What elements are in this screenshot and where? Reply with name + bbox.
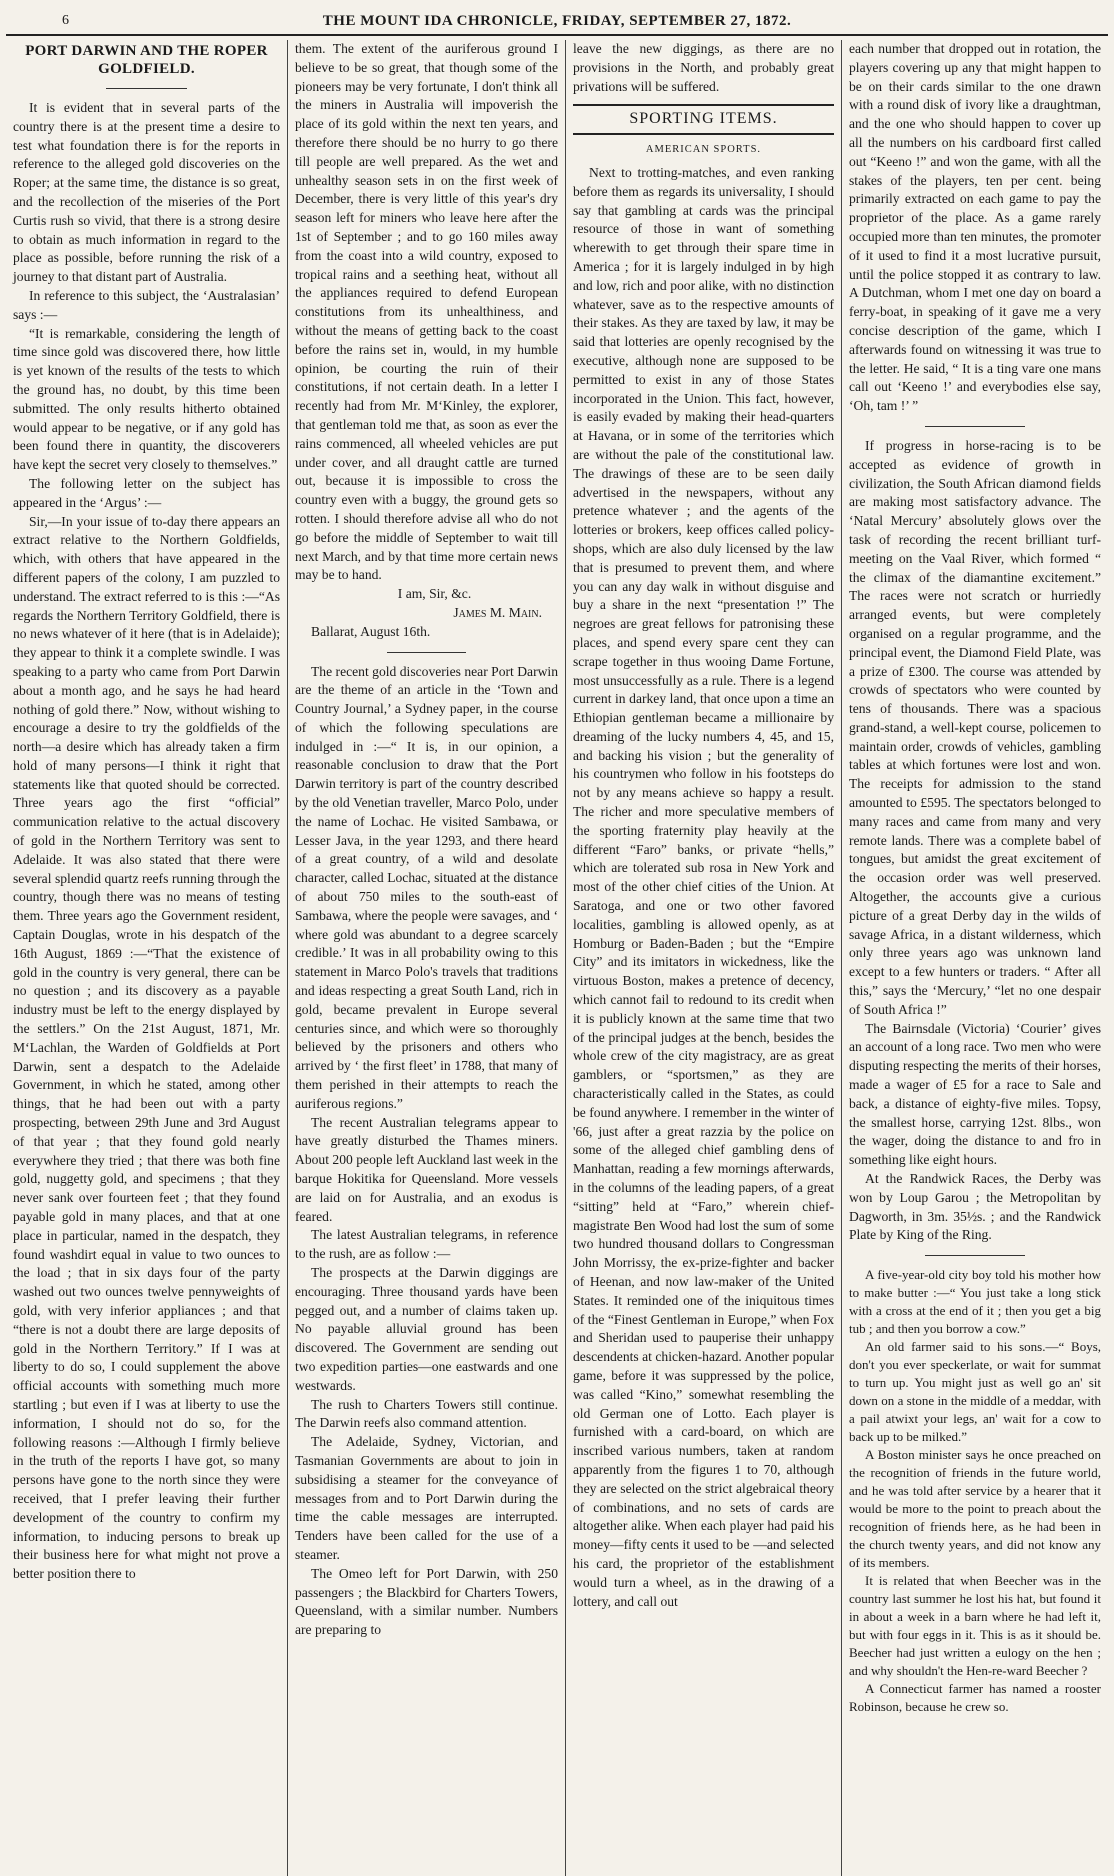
paragraph: “It is remarkable, considering the length of time since gold was discovered there, how little is yet known of the results of the tests to which the ground has, no doubt, by this time been submitted. The only results hitherto obtained would appear to be negative, or if any gold has been found there in quantity, the discoverers have kept the secret very closely to themselves.” — [13, 325, 280, 473]
newspaper-title: THE MOUNT IDA CHRONICLE, FRIDAY, SEPTEMBER 27, 1872. — [322, 13, 792, 29]
paragraph: The rush to Charters Towers still continue. The Darwin reefs also command attention. — [295, 1396, 558, 1431]
paragraph: them. The extent of the auriferous ground I believe to be so great, that though some of the pioneers may be very fortunate, I don't think all the miners in Australia will impoverish the place of its gold within the next ten years, and therefore there should be no hurry to go there till people are well prepared. As the wet and unhealthy season sets in on the first week of December, there is very little of this year's dry season left for miners who leave here after the 1st of September ; and to go 160 miles away from the coast into a wild country, exposed to tropical rains and a seething heat, without all the appliances required to defend European constitutions from its unhealthiness, and without the means of getting back to the coast before the rains set in, would, in my humble opinion, be courting the ruin of their constitutions, if not certain death. In a letter I recently had from Mr. M‘Kinley, the explorer, that gentleman told me that, as soon as ever the rains commenced, all wheeled vehicles are put under cover, and all draught cattle are turned out, because it is impossible to cross the country even with a buggy, the ground gets so rotten. I should therefore advise all who do not go before the middle of September to wait till next March, and by that time more certain news may be to hand. — [295, 41, 558, 583]
paragraph: The Bairnsdale (Victoria) ‘Courier’ gives an account of a long race. Two men who were disputing respecting the merits of their horses, made a wager of £5 for a race to Sale and back, a distance of eighty-five miles. Topsy, the smallest horse, carrying 12st. 8lbs., won the wager, doing the distance to and fro in something like eight hours. — [849, 1020, 1101, 1168]
sub-heading: AMERICAN SPORTS. — [645, 144, 762, 156]
letter-signature: James M. Main. — [453, 604, 542, 620]
paragraph: It is evident that in several parts of the country there is at the present time a desire to test what foundation there is for the reports in reference to the alleged gold discoveries on the Roper; at the same time, the distance is so great, and the recollection of the miseries of the Port Curtis rush so vivid, that there is a strong desire to obtain as much information in regard to the place as possible, before running the risk of a journey to that distant part of Australia. — [13, 100, 280, 285]
paragraph: leave the new diggings, as there are no provisions in the North, and probably great privations will be suffered. — [573, 41, 834, 94]
paragraph: each number that dropped out in rotation, the players covering up any that might happen to be on their cards similar to the one drawn with a round disk of ivory like a draughtman, and the one who should happen to cover up all the numbers on his cardboard first called out “Keeno !” and won the game, with all the stakes of the players, ten per cent. being primarily extracted on each game to pay the proprietor of the place. As a game rarely occupied more than ten minutes, the promoter of it used to find it a most lucrative pursuit, until the police stopped it as contrary to law. A Dutchman, whom I met one day on board a ferry-boat, in speaking of it gave me a very concise description of the game, which I afterwards found on witnessing it was true to the letter. He said, “ It is a ting vare one mans call out ‘Keeno !’ and everybodies else say, ‘Oh, tam !’ ” — [849, 41, 1101, 414]
divider — [925, 426, 1026, 427]
column-4 — [842, 40, 1108, 1876]
paragraph: The recent Australian telegrams appear to have greatly disturbed the Thames miners. About 200 people left Auckland last week in the barque Hokitika for Queensland. More vessels are laid on for Australia, and an exodus is feared. — [295, 1114, 558, 1224]
letter-place-date: Ballarat, August 16th. — [311, 623, 431, 639]
columns — [6, 40, 1108, 1876]
paragraph: A Connecticut farmer has named a rooster Robinson, because he crew so. — [849, 1681, 1101, 1715]
column-3 — [566, 40, 842, 1876]
paragraph: The Adelaide, Sydney, Victorian, and Tasmanian Governments are about to join in subsidising a steamer for the conveyance of messages from and to Port Darwin during the time the cable messages are interrupted. Tenders have been called for the use of a steamer. — [295, 1434, 558, 1562]
paragraph: A Boston minister says he once preached on the recognition of friends in the future world, and he was told after service by a hearer that it would be more to the point to preach about the recognition of friends here, as he had been in the church twenty years, and did not know any of its members. — [849, 1447, 1101, 1571]
paragraph: The following letter on the subject has appeared in the ‘Argus’ :— — [13, 475, 280, 510]
letter-closing: I am, Sir, &c. — [397, 586, 472, 602]
paragraph: In reference to this subject, the ‘Australasian’ says :— — [13, 287, 280, 322]
divider — [925, 1255, 1026, 1256]
paragraph: The latest Australian telegrams, in reference to the rush, are as follow :— — [295, 1227, 558, 1262]
paragraph: At the Randwick Races, the Derby was won by Loup Garou ; the Metropolitan by Dagworth, in 3m. 35½s. ; and the Randwick Plate by King of the Ring. — [849, 1171, 1101, 1243]
divider — [387, 652, 466, 653]
column-2 — [288, 40, 566, 1876]
paragraph: The recent gold discoveries near Port Darwin are the theme of an article in the ‘Town and Country Journal,’ a Sydney paper, in the course of which the following speculations are indulged in :—“ It is, in our opinion, a reasonable conclusion to draw that the Port Darwin territory is part of the country described by the old Venetian traveller, Marco Polo, under the name of Lochac. He visited Sambawa, or Lesser Java, in the year 1293, and there heard of a great country, of a wild and desolate character, called Lochac, situated at the distance of about 750 miles to the south-east of Sambawa, where the people were savages, and ‘ where gold was abundant to a degree scarcely credible.’ It was in all probability owing to this statement in Marco Polo's travels that traditions and ideas respecting a great South Land, rich in gold, became prevalent in Europe several centuries since, and which were so thoroughly believed by the prisoners and others who arrived by ‘ the first fleet’ in 1788, that many of them perished in their attempts to reach the auriferous regions.” — [295, 663, 558, 1111]
paragraph: The prospects at the Darwin diggings are encouraging. Three thousand yards have been pegged out, and a number of claims taken up. No payable alluvial ground has been discovered. The Government are sending out two expedition parties—one eastwards and one westwards. — [295, 1265, 558, 1393]
paragraph: It is related that when Beecher was in the country last summer he lost his hat, but found it in about a week in a barn where he had left it, but with four eggs in it. This is as it should be. Beecher had just written a eulogy on the hen ; and why shouldn't the Hen-re-ward Beecher ? — [849, 1573, 1101, 1679]
page-number: 6 — [62, 13, 70, 28]
article-heading: PORT DARWIN AND THE ROPER GOLDFIELD. — [25, 43, 268, 77]
paragraph: The Omeo left for Port Darwin, with 250 passengers ; the Blackbird for Charters Towers, Queensland, with a similar number. Numbers are preparing to — [295, 1565, 558, 1638]
paragraph: A five-year-old city boy told his mother how to make butter :—“ You just take a long stick with a cross at the end of it ; then you get a big tub ; and then you borrow a cow.” — [849, 1267, 1101, 1337]
masthead — [6, 8, 1108, 36]
paragraph: An old farmer said to his sons.—“ Boys, don't you ever speckerlate, or wait for summat to turn up. You might just as well go an' sit down on a stone in the middle of a meddar, with a pail atwixt your legs, an' wait for a cow to back up to be milked.” — [849, 1339, 1101, 1445]
paragraph: If progress in horse-racing is to be accepted as evidence of growth in civilization, the South African diamond fields are making most satisfactory advance. The ‘Natal Mercury’ absolutely glows over the task of recording the recent brilliant turf-meeting on the Vaal River, which formed “ the climax of the diamantine excitement.” The races were not scratch or hurriedly arranged events, but were completely organised on a regular programme, and the principal event, the Diamond Field Plate, was a prize of £300. The course was attended by crowds of spectators who were counted by tens of thousands. There was a spacious grand-stand, a well-kept course, policemen to maintain order, crowds of vehicles, gambling tables at which fortunes were lost and won. The receipts for admission to the stand amounted to £595. The spectators belonged to many races and came from many and very remote lands. There was a complete babel of tongues, but amidst the great excitement of the occasion order was well preserved. Altogether, the accounts give a curious picture of a great Derby day in the wilds of savage Africa, in a distant wilderness, which only three years ago was unknown land except to a few hunters or traders. “ After all this,” says the ‘Mercury,’ “let no one despair of South Africa !” — [849, 437, 1101, 1017]
paragraph: Next to trotting-matches, and even ranking before them as regards its universality, I should say that gambling at cards was the principal resource of those in want of something wherewith to get through their spare time in America ; for it is largely indulged in by high and low, rich and poor alike, with no distinction whatever, save as to the respective amounts of their stakes. As they are taxed by law, it may be said that lotteries are openly recognised by the executive, although none are supposed to be permitted to exist in any of those States incorporated in the Union. This fact, however, is easily evaded by making their head-quarters at Havana, or in some of the territories which are without the pale of the constitutional law. The drawings of these are to be seen daily advertised in the newspapers, without any pretence whatever ; and the agents of the lotteries or brokers, keep offices called policy-shops, which are also duly licensed by the law that is presumed to prevent them, and where you can any day walk in without disguise and buy a share in the next “presentation !” The negroes are great fellows for patronising these places, and spend every spare cent they can scrape together in thus wooing Dame Fortune, most unsuccessfully as a rule. There is a legend current in darkey land, that once upon a time an Ethiopian gentleman became a millionaire by dreaming of the lucky numbers 4, 45, and 15, and backing his vision ; but the generality of his countrymen who follow in his footsteps do not by any means achieve so happy a result. The richer and more speculative members of the sporting fraternity play heavily at the different “Faro” banks, or private “hells,” which are tolerated sub rosa in New York and most of the other chief cities of the Union. At Saratoga, and one or two other favored localities, gambling is allowed openly, as at Homburg or Baden-Baden ; but the “Empire City” and its imitators in wickedness, like the virtuous Boston, makes a pretence of decency, which cannot fail to redound to its credit when it is publicly known at the same time that two of the principal judges at the bench, besides the whole crew of the city magistracy, are as great gamblers, or “sportsmen,” as they are characteristically called in the States, as could be found anywhere. I remember in the winter of '66, just after a great razzia by the police on some of the alleged chief gambling dens of Manhattan, reading a few mornings afterwards, in the columns of the leading papers, of a great “sitting” held at “Faro,” wherein chief-magistrate Ben Wood had lost the sum of some two hundred thousand dollars to Congressman John Morrissy, the ex-prize-fighter and backer of Heenan, and now law-maker of the United States. It reminded one of the iniquitous times of the “Finest Gentleman in Europe,” when Fox and Sheridan used to pauperise their unhappy descendents at chicken-hazard. Another popular game, before it was suppressed by the police, was called “Kino,” somewhat resembling the old German one of Lotto. Each player is furnished with a card-board, on which are inscribed various numbers, taken at random apparently from the figures 1 to 70, although they are selected on the strict algebraical theory of combinations, and no sets of cards are altogether alike. When each player had paid his money—fifty cents it used to be —and selected his card, the proprietor of the establishment would turn a wheel, as in the drawing of a lottery, and call out — [573, 164, 834, 1609]
paragraph: Sir,—In your issue of to-day there appears an extract relative to the Northern Goldfields, which, with others that have appeared in the different papers of the colony, I am puzzled to understand. The extract referred to is this :—“As regards the Northern Territory Goldfield, there is no news whatever of it here (that is in Adelaide); they appear to think it a complete swindle. I was speaking to a party who came from Port Darwin about a month ago, and he says he had heard nothing of gold there.” Now, without wishing to encourage a desire to try the goldfields of the north—a desire which has already taken a firm hold of many persons—I think it right that statements like that quoted should be corrected. Three years ago the first “official” communication relative to the actual discovery of gold in the Northern Territory was sent to Adelaide. It was also stated that there were several splendid quartz reefs running through the country, though there was no means of testing them. Three years ago the Government resident, Captain Douglas, wrote in his despatch of the 16th August, 1869 :—“That the existence of gold in the country is very general, there can be no question ; and its discovery as a payable industry must be left to the energy displayed by the settlers.” On the 21st August, 1871, Mr. M‘Lachlan, the Warden of Goldfields at Port Darwin, sent a despatch to the Adelaide Government, in which he stated, among other things, that he had been out with a party prospecting, between 29th June and 3rd August of that year ; that they found gold nearly everywhere they tried ; that there was both fine gold, nuggetty gold, and specimens ; that they never sank over fourteen feet ; that they found payable gold in many places, and that at one place in particular, named in the despatch, they found washdirt equal in value to two ounces to the load ; that in six days four of the party washed out two ounces twelve pennyweights of gold, with very inferior appliances ; and that “there is not a doubt there are large deposits of gold in the Northern Territory.” If I was at liberty to do so, I could supplement the above official accounts with something much more startling ; but even if I was at liberty to use the information, I should not do so, for the following reasons :—Although I firmly believe in the truth of the reports I have got, so many persons have gone to the north since they were received, that I prefer leaving their further development of the country to confirm my information, to inducing persons to break up their business here for what might not prove a better position there to — [13, 513, 280, 1582]
section-heading: SPORTING ITEMS. — [573, 104, 834, 135]
divider — [106, 88, 186, 89]
column-1 — [6, 40, 288, 1876]
